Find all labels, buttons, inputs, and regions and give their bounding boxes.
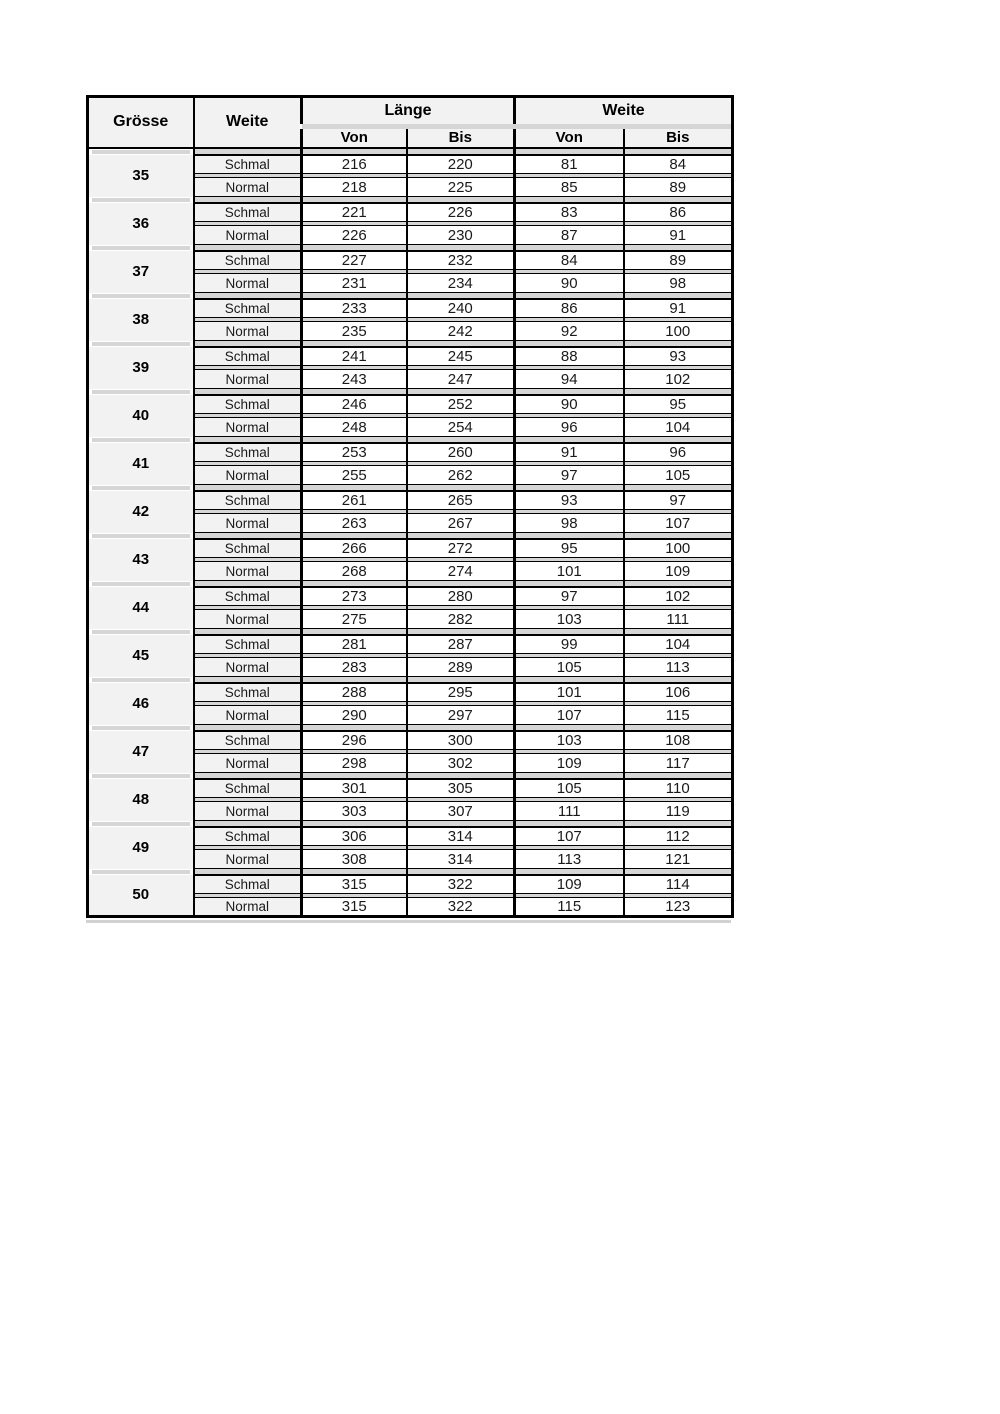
width-type-label-schmal: Schmal xyxy=(194,587,302,606)
laenge-bis-value: 289 xyxy=(407,658,515,677)
width-type-label-normal: Normal xyxy=(194,322,302,341)
weite-von-value: 111 xyxy=(515,802,624,821)
weite-bis-value: 104 xyxy=(624,635,733,654)
weite-von-value: 83 xyxy=(515,203,624,222)
laenge-bis-value: 307 xyxy=(407,802,515,821)
weite-von-value: 101 xyxy=(515,683,624,702)
laenge-bis-value: 226 xyxy=(407,203,515,222)
size-value: 38 xyxy=(88,299,194,341)
laenge-von-value: 296 xyxy=(302,731,407,750)
size-value: 48 xyxy=(88,779,194,821)
width-type-label-schmal: Schmal xyxy=(194,395,302,414)
header-weite-group: Weite xyxy=(515,97,733,124)
weite-von-value: 109 xyxy=(515,754,624,773)
laenge-von-value: 221 xyxy=(302,203,407,222)
laenge-von-value: 303 xyxy=(302,802,407,821)
laenge-von-value: 227 xyxy=(302,251,407,270)
laenge-bis-value: 230 xyxy=(407,226,515,245)
laenge-bis-value: 274 xyxy=(407,562,515,581)
size-value: 46 xyxy=(88,683,194,725)
weite-bis-value: 102 xyxy=(624,587,733,606)
weite-bis-value: 114 xyxy=(624,875,733,894)
header-weite-von: Von xyxy=(515,129,624,148)
separator-band xyxy=(92,630,190,634)
weite-von-value: 98 xyxy=(515,514,624,533)
laenge-bis-value: 295 xyxy=(407,683,515,702)
width-type-label-normal: Normal xyxy=(194,274,302,293)
width-type-label-schmal: Schmal xyxy=(194,827,302,846)
weite-bis-value: 91 xyxy=(624,299,733,318)
size-separator-cell xyxy=(88,148,194,155)
separator-cell xyxy=(624,148,733,155)
table-row-schmal xyxy=(88,443,733,462)
width-type-label-normal: Normal xyxy=(194,226,302,245)
header-laenge-bis: Bis xyxy=(407,129,515,148)
separator-band xyxy=(92,534,190,538)
laenge-von-value: 275 xyxy=(302,610,407,629)
separator-band xyxy=(92,390,190,394)
width-type-label-normal: Normal xyxy=(194,466,302,485)
separator-band xyxy=(92,246,190,250)
laenge-von-value: 308 xyxy=(302,850,407,869)
header-row-groups xyxy=(88,97,733,124)
width-type-label-normal: Normal xyxy=(194,178,302,197)
width-type-label-normal: Normal xyxy=(194,418,302,437)
laenge-bis-value: 314 xyxy=(407,850,515,869)
header-laenge-group: Länge xyxy=(302,97,515,124)
weite-bis-value: 100 xyxy=(624,539,733,558)
laenge-bis-value: 267 xyxy=(407,514,515,533)
laenge-bis-value: 300 xyxy=(407,731,515,750)
width-type-label-normal: Normal xyxy=(194,754,302,773)
weite-bis-value: 108 xyxy=(624,731,733,750)
laenge-von-value: 246 xyxy=(302,395,407,414)
size-value: 40 xyxy=(88,395,194,437)
size-chart-table xyxy=(86,95,734,918)
width-type-label-schmal: Schmal xyxy=(194,491,302,510)
header-weite-bis: Bis xyxy=(624,129,733,148)
table-row-schmal xyxy=(88,587,733,606)
table-row-schmal xyxy=(88,635,733,654)
laenge-bis-value: 280 xyxy=(407,587,515,606)
weite-von-value: 97 xyxy=(515,466,624,485)
header-weite: Weite xyxy=(194,97,302,148)
weite-bis-value: 86 xyxy=(624,203,733,222)
separator-cell xyxy=(515,148,624,155)
width-type-label-schmal: Schmal xyxy=(194,875,302,894)
width-type-label-schmal: Schmal xyxy=(194,635,302,654)
width-type-label-normal: Normal xyxy=(194,610,302,629)
width-type-label-schmal: Schmal xyxy=(194,539,302,558)
width-type-label-schmal: Schmal xyxy=(194,443,302,462)
size-value: 49 xyxy=(88,827,194,869)
table-row-schmal xyxy=(88,875,733,894)
laenge-bis-value: 225 xyxy=(407,178,515,197)
weite-von-value: 86 xyxy=(515,299,624,318)
separator-band xyxy=(92,870,190,874)
weite-bis-value: 95 xyxy=(624,395,733,414)
separator-band xyxy=(92,294,190,298)
laenge-von-value: 288 xyxy=(302,683,407,702)
weite-von-value: 92 xyxy=(515,322,624,341)
separator-band xyxy=(92,726,190,730)
width-type-label-schmal: Schmal xyxy=(194,251,302,270)
size-value: 45 xyxy=(88,635,194,677)
weite-von-value: 93 xyxy=(515,491,624,510)
weite-von-value: 85 xyxy=(515,178,624,197)
laenge-von-value: 233 xyxy=(302,299,407,318)
width-type-label-normal: Normal xyxy=(194,514,302,533)
separator-band xyxy=(92,438,190,442)
separator-cell xyxy=(302,148,407,155)
weite-von-value: 97 xyxy=(515,587,624,606)
laenge-bis-value: 282 xyxy=(407,610,515,629)
laenge-bis-value: 272 xyxy=(407,539,515,558)
laenge-von-value: 290 xyxy=(302,706,407,725)
laenge-von-value: 283 xyxy=(302,658,407,677)
table-row-schmal xyxy=(88,491,733,510)
laenge-von-value: 231 xyxy=(302,274,407,293)
weite-von-value: 94 xyxy=(515,370,624,389)
group-separator-row xyxy=(88,148,733,155)
laenge-von-value: 253 xyxy=(302,443,407,462)
separator-band xyxy=(92,582,190,586)
separator-band xyxy=(92,198,190,202)
weite-von-value: 99 xyxy=(515,635,624,654)
weite-bis-value: 119 xyxy=(624,802,733,821)
laenge-bis-value: 322 xyxy=(407,898,515,917)
table-header xyxy=(88,97,733,148)
laenge-von-value: 218 xyxy=(302,178,407,197)
laenge-von-value: 216 xyxy=(302,155,407,174)
width-type-label-schmal: Schmal xyxy=(194,779,302,798)
size-value: 50 xyxy=(88,875,194,917)
weite-von-value: 88 xyxy=(515,347,624,366)
separator-band xyxy=(92,486,190,490)
table-row-schmal xyxy=(88,251,733,270)
table-row-schmal xyxy=(88,203,733,222)
size-value: 43 xyxy=(88,539,194,581)
weite-bis-value: 102 xyxy=(624,370,733,389)
table-row-schmal xyxy=(88,395,733,414)
table-row-schmal xyxy=(88,155,733,174)
laenge-bis-value: 314 xyxy=(407,827,515,846)
size-value: 39 xyxy=(88,347,194,389)
weite-bis-value: 84 xyxy=(624,155,733,174)
size-value: 41 xyxy=(88,443,194,485)
weite-bis-value: 109 xyxy=(624,562,733,581)
weite-bis-value: 123 xyxy=(624,898,733,917)
weite-von-value: 107 xyxy=(515,706,624,725)
laenge-bis-value: 287 xyxy=(407,635,515,654)
separator-cell xyxy=(194,148,302,155)
laenge-von-value: 266 xyxy=(302,539,407,558)
weite-von-value: 105 xyxy=(515,779,624,798)
weite-bis-value: 111 xyxy=(624,610,733,629)
laenge-von-value: 263 xyxy=(302,514,407,533)
table-row-schmal xyxy=(88,731,733,750)
width-type-label-normal: Normal xyxy=(194,850,302,869)
laenge-bis-value: 234 xyxy=(407,274,515,293)
width-type-label-schmal: Schmal xyxy=(194,731,302,750)
laenge-von-value: 273 xyxy=(302,587,407,606)
weite-von-value: 103 xyxy=(515,731,624,750)
width-type-label-normal: Normal xyxy=(194,706,302,725)
width-type-label-normal: Normal xyxy=(194,562,302,581)
size-value: 47 xyxy=(88,731,194,773)
weite-bis-value: 107 xyxy=(624,514,733,533)
weite-von-value: 96 xyxy=(515,418,624,437)
separator-cell xyxy=(407,148,515,155)
weite-von-value: 103 xyxy=(515,610,624,629)
width-type-label-normal: Normal xyxy=(194,658,302,677)
width-type-label-schmal: Schmal xyxy=(194,155,302,174)
width-type-label-normal: Normal xyxy=(194,802,302,821)
laenge-bis-value: 297 xyxy=(407,706,515,725)
weite-von-value: 81 xyxy=(515,155,624,174)
laenge-von-value: 261 xyxy=(302,491,407,510)
separator-band xyxy=(92,150,190,154)
size-chart-container xyxy=(86,95,731,923)
table-row-schmal xyxy=(88,779,733,798)
weite-von-value: 90 xyxy=(515,395,624,414)
weite-bis-value: 112 xyxy=(624,827,733,846)
laenge-bis-value: 322 xyxy=(407,875,515,894)
weite-bis-value: 91 xyxy=(624,226,733,245)
width-type-label-schmal: Schmal xyxy=(194,683,302,702)
weite-bis-value: 97 xyxy=(624,491,733,510)
laenge-von-value: 306 xyxy=(302,827,407,846)
weite-bis-value: 105 xyxy=(624,466,733,485)
weite-bis-value: 110 xyxy=(624,779,733,798)
laenge-von-value: 298 xyxy=(302,754,407,773)
laenge-von-value: 255 xyxy=(302,466,407,485)
table-row-schmal xyxy=(88,683,733,702)
separator-band xyxy=(92,822,190,826)
table-row-schmal xyxy=(88,299,733,318)
weite-bis-value: 93 xyxy=(624,347,733,366)
width-type-label-schmal: Schmal xyxy=(194,203,302,222)
weite-von-value: 113 xyxy=(515,850,624,869)
table-body xyxy=(88,148,733,917)
weite-von-value: 107 xyxy=(515,827,624,846)
laenge-von-value: 301 xyxy=(302,779,407,798)
width-type-label-schmal: Schmal xyxy=(194,347,302,366)
weite-bis-value: 89 xyxy=(624,178,733,197)
laenge-bis-value: 252 xyxy=(407,395,515,414)
weite-bis-value: 117 xyxy=(624,754,733,773)
weite-von-value: 115 xyxy=(515,898,624,917)
weite-bis-value: 106 xyxy=(624,683,733,702)
laenge-bis-value: 265 xyxy=(407,491,515,510)
laenge-bis-value: 302 xyxy=(407,754,515,773)
weite-bis-value: 98 xyxy=(624,274,733,293)
laenge-bis-value: 242 xyxy=(407,322,515,341)
laenge-von-value: 241 xyxy=(302,347,407,366)
width-type-label-normal: Normal xyxy=(194,370,302,389)
laenge-von-value: 268 xyxy=(302,562,407,581)
laenge-von-value: 235 xyxy=(302,322,407,341)
weite-bis-value: 96 xyxy=(624,443,733,462)
separator-band xyxy=(92,774,190,778)
separator-band xyxy=(92,678,190,682)
weite-von-value: 84 xyxy=(515,251,624,270)
weite-bis-value: 100 xyxy=(624,322,733,341)
weite-bis-value: 115 xyxy=(624,706,733,725)
weite-bis-value: 121 xyxy=(624,850,733,869)
laenge-bis-value: 245 xyxy=(407,347,515,366)
table-shadow-line xyxy=(86,920,731,923)
laenge-bis-value: 240 xyxy=(407,299,515,318)
weite-von-value: 101 xyxy=(515,562,624,581)
weite-von-value: 87 xyxy=(515,226,624,245)
weite-von-value: 109 xyxy=(515,875,624,894)
laenge-bis-value: 247 xyxy=(407,370,515,389)
laenge-bis-value: 220 xyxy=(407,155,515,174)
laenge-bis-value: 262 xyxy=(407,466,515,485)
separator-band xyxy=(92,342,190,346)
size-value: 37 xyxy=(88,251,194,293)
laenge-von-value: 243 xyxy=(302,370,407,389)
weite-bis-value: 104 xyxy=(624,418,733,437)
table-row-schmal xyxy=(88,827,733,846)
size-value: 35 xyxy=(88,155,194,197)
header-laenge-von: Von xyxy=(302,129,407,148)
weite-bis-value: 113 xyxy=(624,658,733,677)
laenge-bis-value: 305 xyxy=(407,779,515,798)
laenge-von-value: 281 xyxy=(302,635,407,654)
width-type-label-schmal: Schmal xyxy=(194,299,302,318)
laenge-bis-value: 260 xyxy=(407,443,515,462)
laenge-von-value: 315 xyxy=(302,875,407,894)
weite-bis-value: 89 xyxy=(624,251,733,270)
table-row-schmal xyxy=(88,347,733,366)
laenge-bis-value: 254 xyxy=(407,418,515,437)
weite-von-value: 95 xyxy=(515,539,624,558)
size-value: 44 xyxy=(88,587,194,629)
weite-von-value: 90 xyxy=(515,274,624,293)
laenge-bis-value: 232 xyxy=(407,251,515,270)
size-value: 36 xyxy=(88,203,194,245)
width-type-label-normal: Normal xyxy=(194,898,302,917)
size-value: 42 xyxy=(88,491,194,533)
weite-von-value: 91 xyxy=(515,443,624,462)
laenge-von-value: 248 xyxy=(302,418,407,437)
table-row-schmal xyxy=(88,539,733,558)
weite-von-value: 105 xyxy=(515,658,624,677)
laenge-von-value: 315 xyxy=(302,898,407,917)
header-groesse: Grösse xyxy=(88,97,194,148)
laenge-von-value: 226 xyxy=(302,226,407,245)
